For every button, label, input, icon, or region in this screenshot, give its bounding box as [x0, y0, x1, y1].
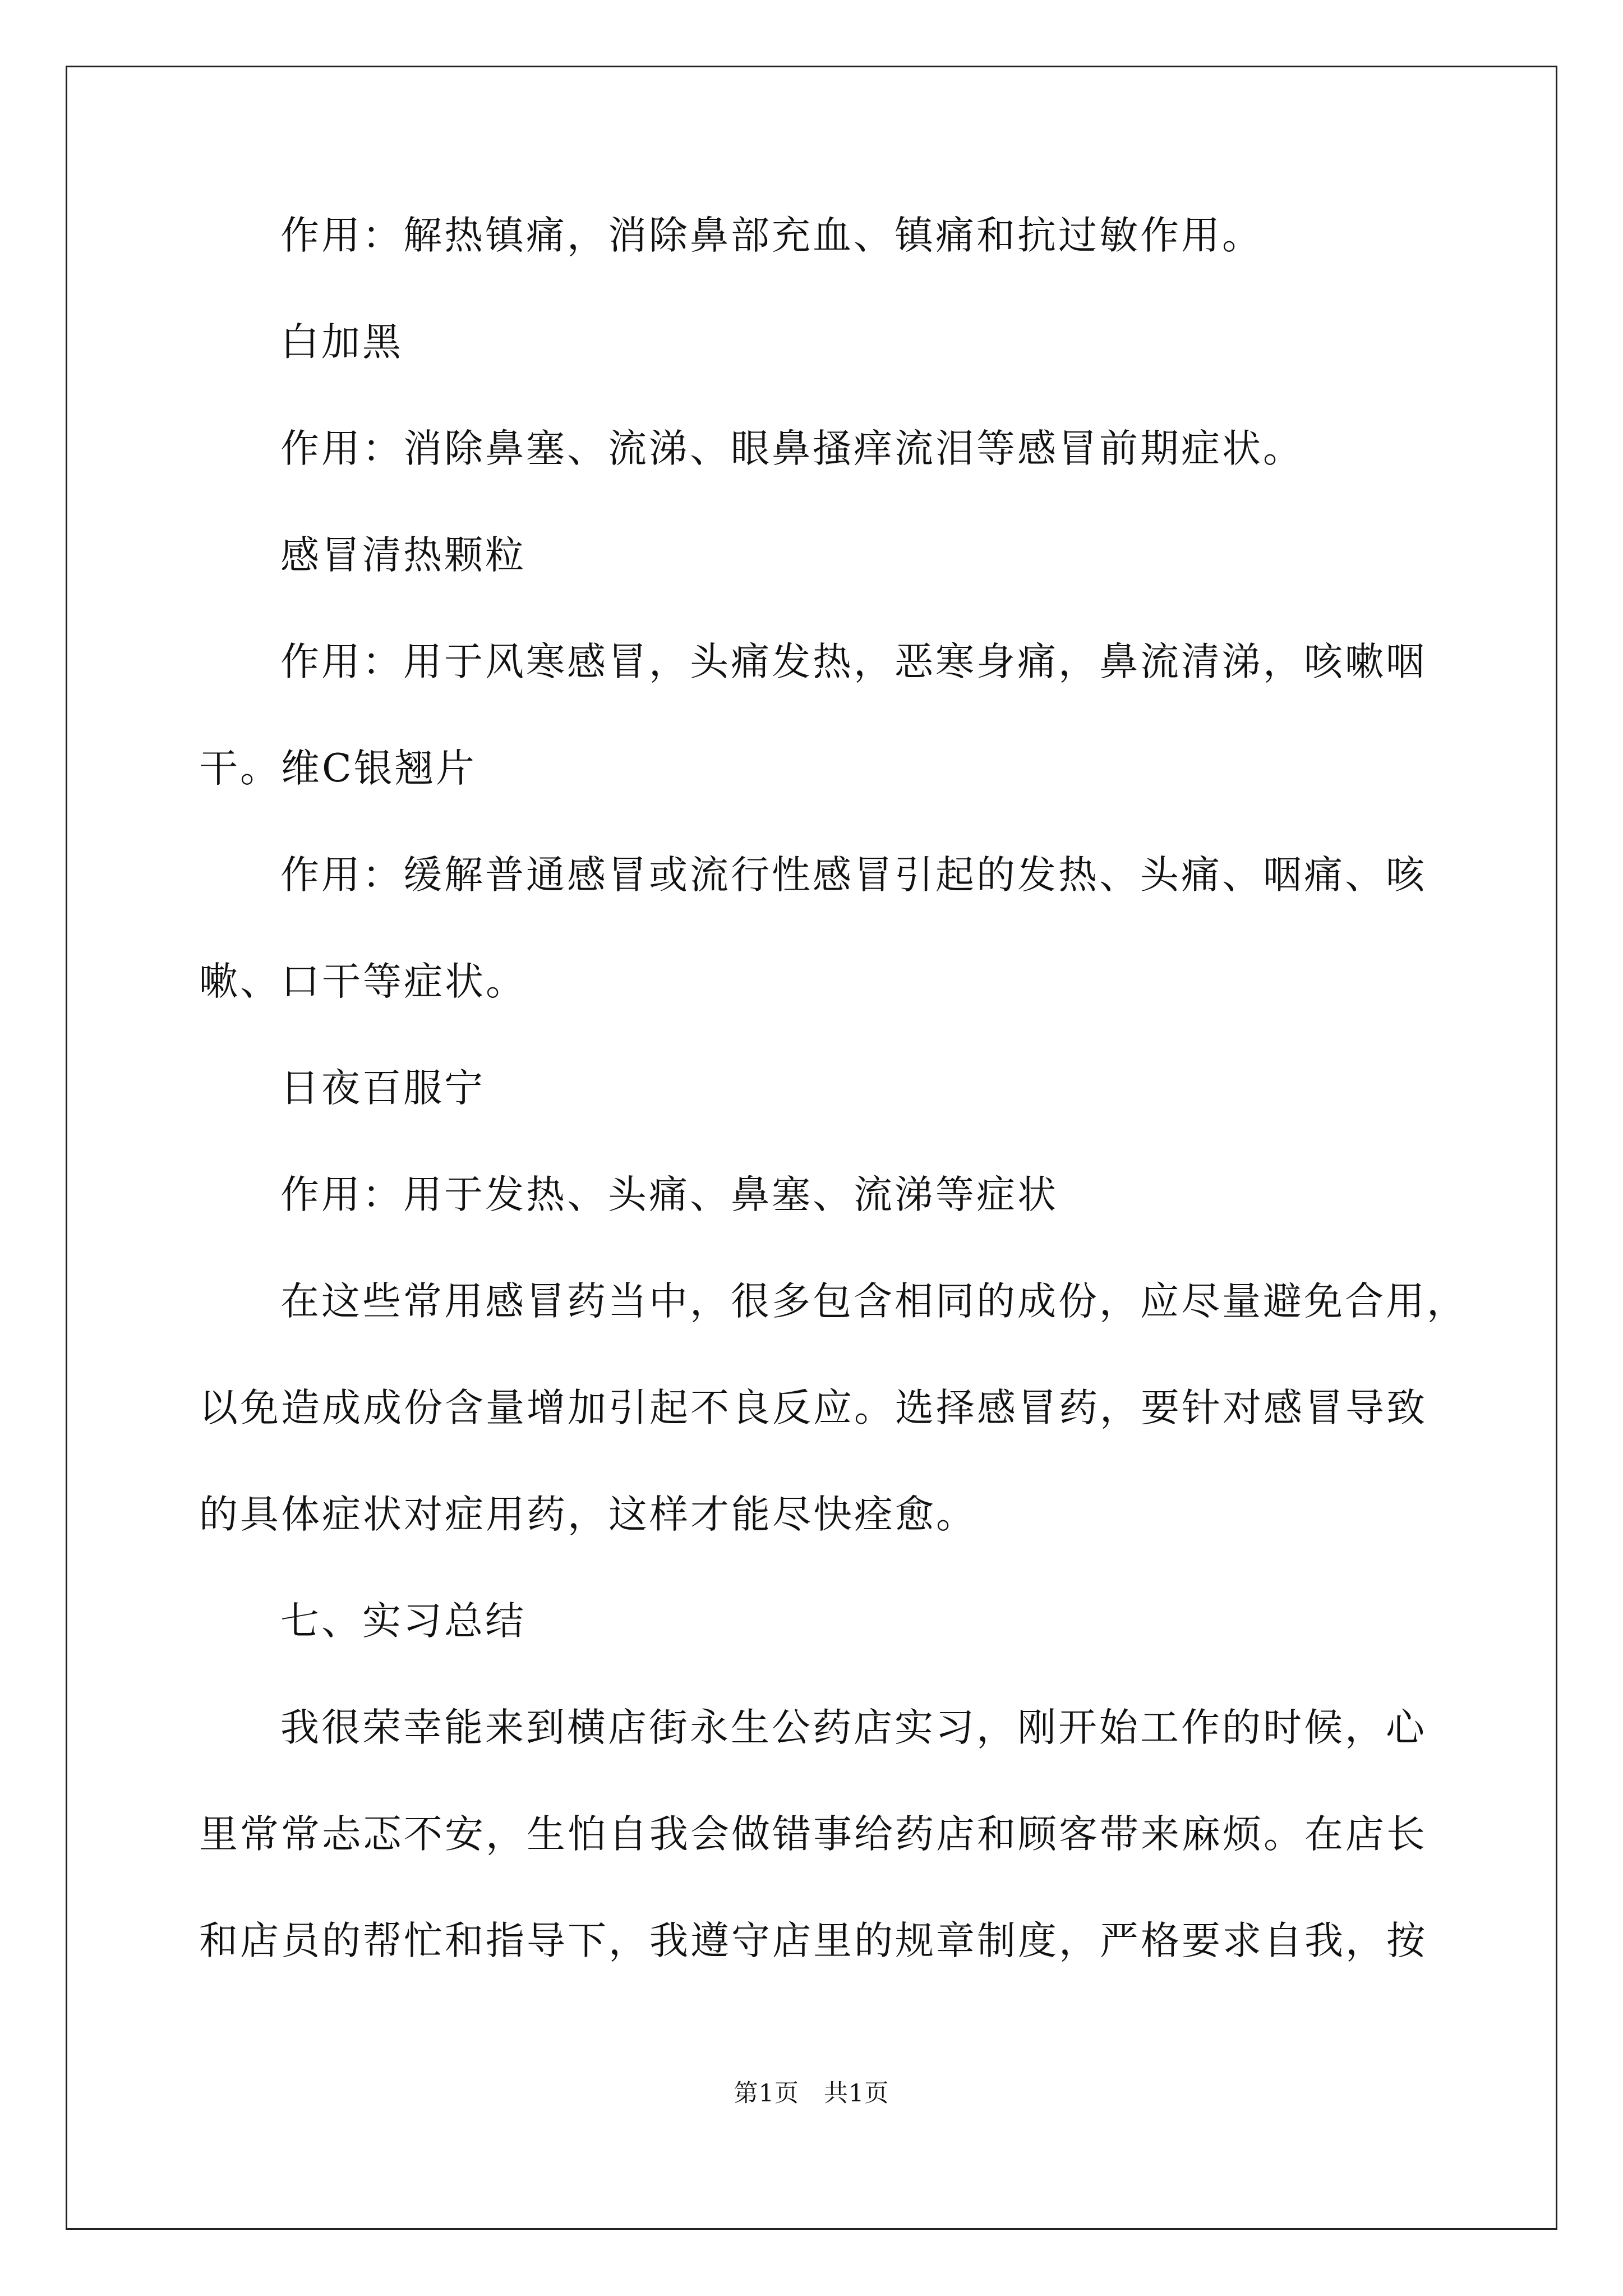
page-border — [66, 66, 1557, 2230]
paragraph-line: 作用：缓解普通感冒或流行性感冒引起的发热、头痛、咽痛、咳 — [280, 853, 1427, 898]
paragraph-line: 作用：用于发热、头痛、鼻塞、流涕等症状 — [280, 1172, 1058, 1217]
paragraph-line: 干。维C银翘片 — [199, 746, 477, 791]
paragraph-line: 和店员的帮忙和指导下，我遵守店里的规章制度，严格要求自我，按 — [199, 1918, 1427, 1963]
paragraph-line: 的具体症状对症用药，这样才能尽快痊愈。 — [199, 1492, 977, 1537]
paragraph-line: 嗽、口干等症状。 — [199, 959, 527, 1004]
paragraph-line: 作用：消除鼻塞、流涕、眼鼻搔痒流泪等感冒前期症状。 — [280, 426, 1304, 471]
section-heading: 七、实习总结 — [280, 1599, 526, 1644]
paragraph-line: 以免造成成份含量增加引起不良反应。选择感冒药，要针对感冒导致 — [199, 1386, 1427, 1430]
drug-name-heading: 日夜百服宁 — [280, 1066, 485, 1111]
drug-name-heading: 感冒清热颗粒 — [280, 533, 526, 578]
paragraph-line: 里常常忐忑不安，生怕自我会做错事给药店和顾客带来麻烦。在店长 — [199, 1812, 1427, 1857]
paragraph-line: 作用：解热镇痛，消除鼻部充血、镇痛和抗过敏作用。 — [280, 213, 1263, 258]
paragraph-line: 在这些常用感冒药当中，很多包含相同的成份，应尽量避免合用， — [280, 1279, 1468, 1324]
page-footer: 第1页 共1页 — [734, 2079, 889, 2108]
paragraph-line: 作用：用于风寒感冒，头痛发热，恶寒身痛，鼻流清涕，咳嗽咽 — [280, 639, 1427, 684]
paragraph-line: 我很荣幸能来到横店街永生公药店实习，刚开始工作的时候，心 — [280, 1705, 1427, 1750]
drug-name-heading: 白加黑 — [280, 320, 403, 365]
